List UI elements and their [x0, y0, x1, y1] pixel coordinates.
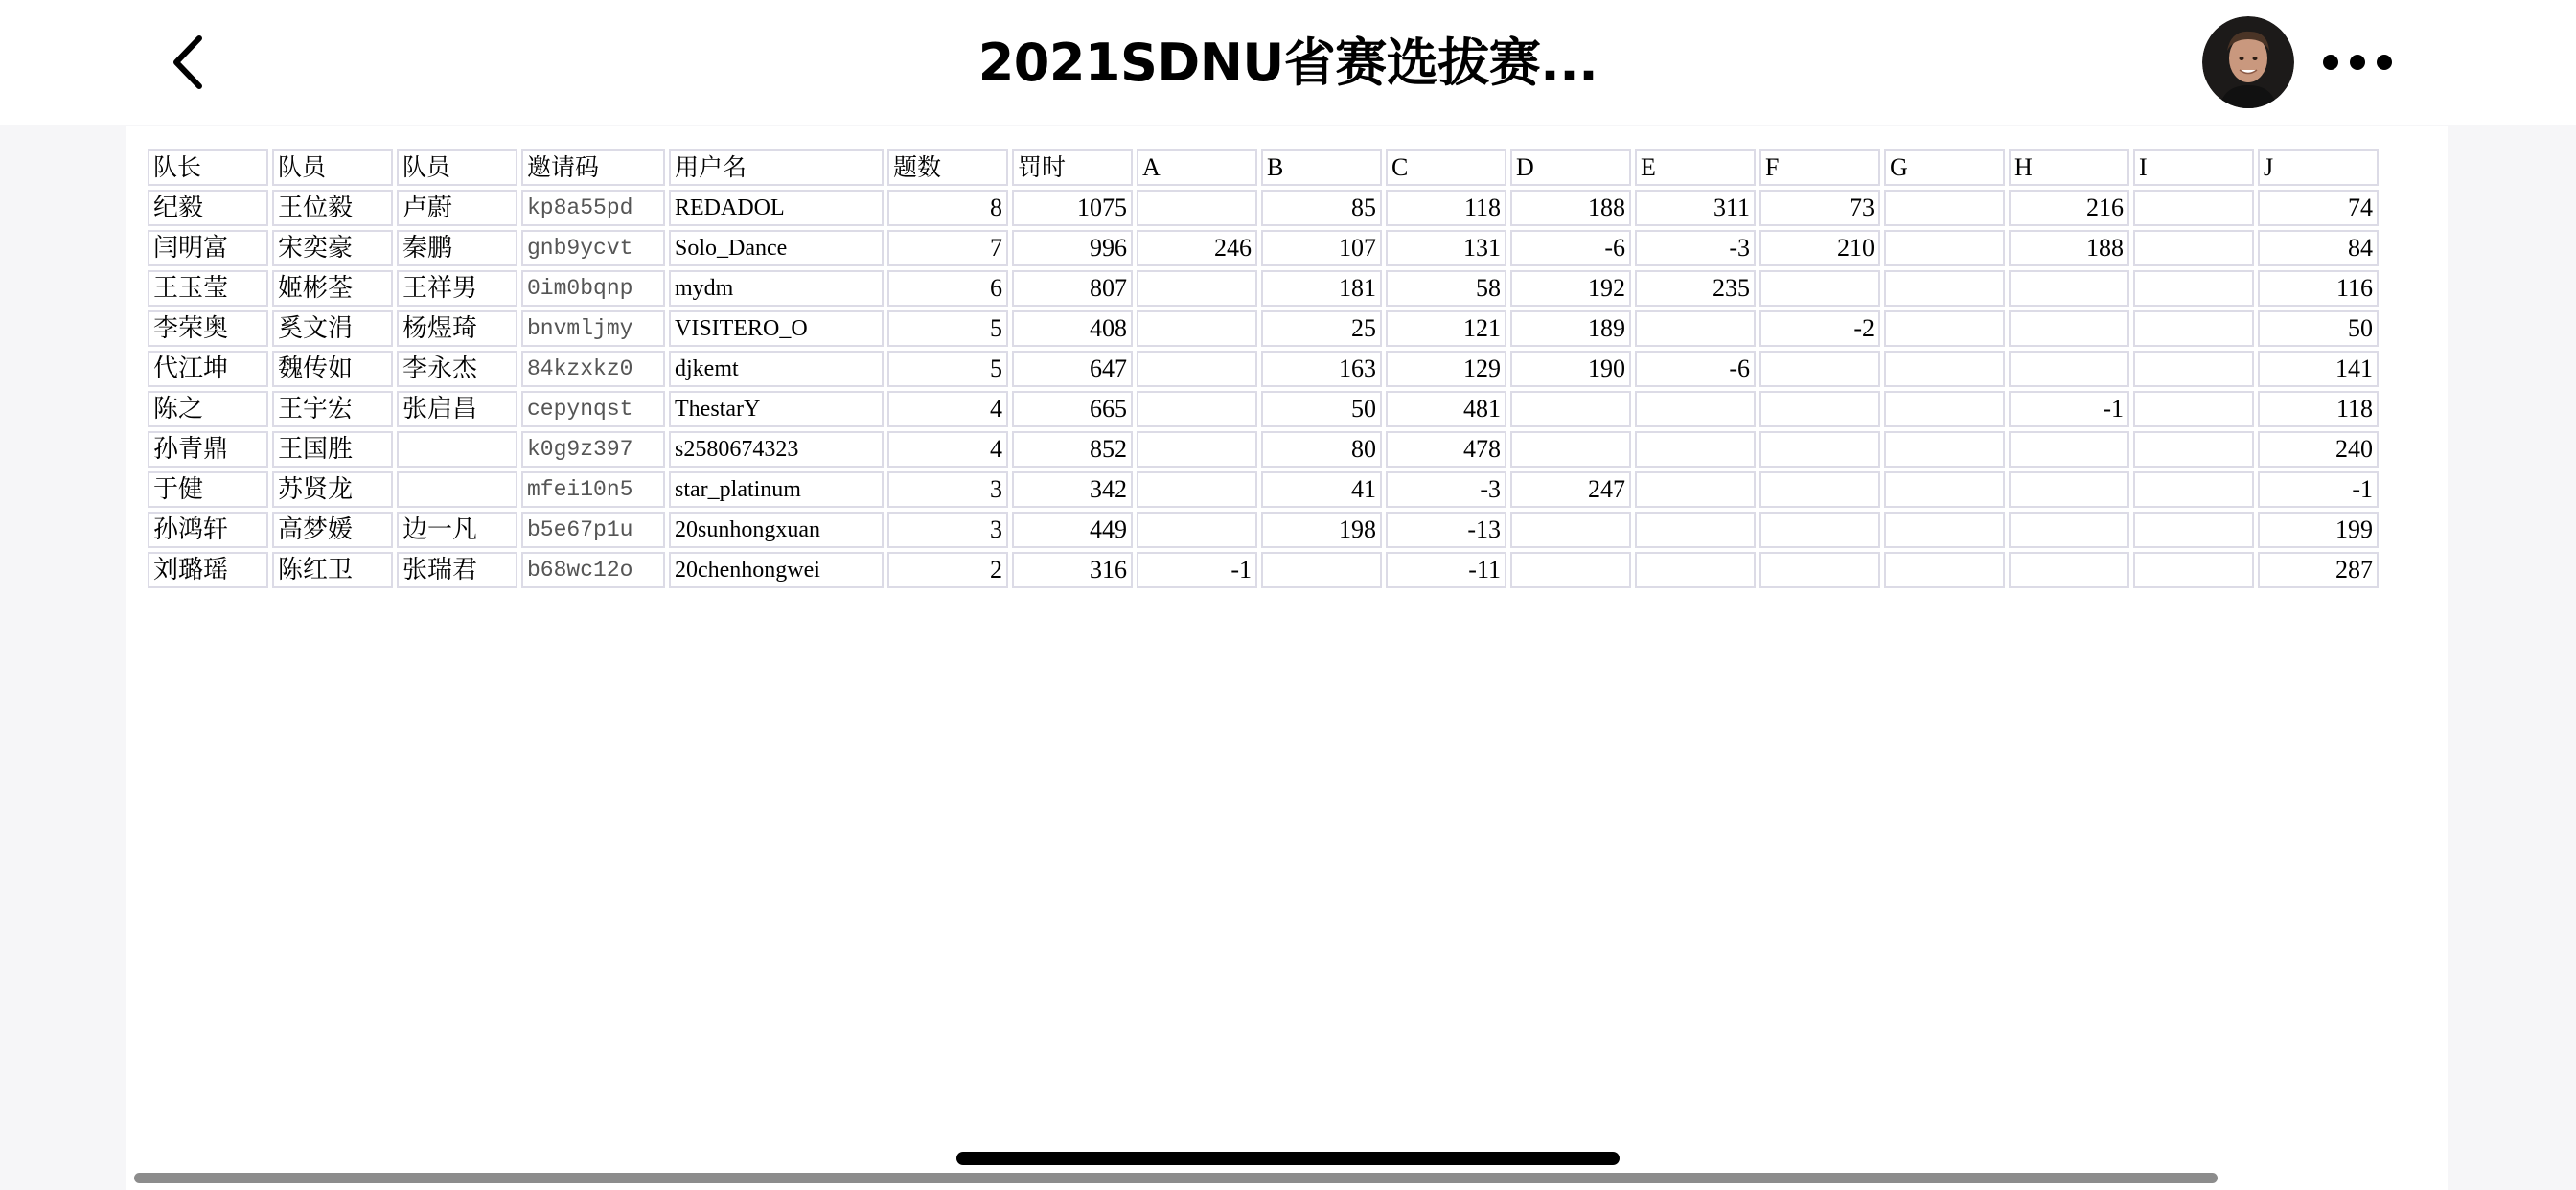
table-cell[interactable]: 王国胜: [272, 431, 393, 468]
table-cell[interactable]: [2009, 431, 2129, 468]
table-cell[interactable]: 316: [1012, 552, 1133, 588]
table-cell[interactable]: 20sunhongxuan: [669, 512, 884, 548]
table-cell[interactable]: 于健: [148, 471, 268, 508]
table-cell[interactable]: 闫明富: [148, 230, 268, 266]
user-avatar[interactable]: [2202, 16, 2294, 108]
table-cell[interactable]: [2133, 230, 2254, 266]
table-cell[interactable]: 141: [2258, 351, 2379, 387]
table-cell[interactable]: mydm: [669, 270, 884, 307]
column-header: 用户名: [669, 149, 884, 186]
table-cell[interactable]: 190: [1510, 351, 1631, 387]
table-cell[interactable]: 20chenhongwei: [669, 552, 884, 588]
table-cell[interactable]: 311: [1635, 190, 1756, 226]
table-cell[interactable]: 188: [2009, 230, 2129, 266]
table-cell[interactable]: 魏传如: [272, 351, 393, 387]
table-cell[interactable]: -3: [1635, 230, 1756, 266]
table-cell[interactable]: 4: [887, 391, 1008, 427]
table-cell[interactable]: 纪毅: [148, 190, 268, 226]
table-cell[interactable]: 58: [1386, 270, 1506, 307]
table-cell[interactable]: [2133, 190, 2254, 226]
table-cell[interactable]: 高梦媛: [272, 512, 393, 548]
home-indicator: [956, 1152, 1620, 1165]
table-cell[interactable]: 3: [887, 512, 1008, 548]
table-cell[interactable]: [2009, 471, 2129, 508]
column-header: J: [2258, 149, 2379, 186]
table-cell[interactable]: [2133, 552, 2254, 588]
table-cell[interactable]: 996: [1012, 230, 1133, 266]
table-cell[interactable]: [1510, 431, 1631, 468]
table-body: [148, 190, 2379, 588]
table-row: [148, 512, 2379, 548]
column-header: E: [1635, 149, 1756, 186]
table-cell[interactable]: 198: [1261, 512, 1382, 548]
column-header: 队员: [272, 149, 393, 186]
table-cell[interactable]: [2133, 310, 2254, 347]
table-cell[interactable]: 118: [1386, 190, 1506, 226]
table-cell[interactable]: 王玉莹: [148, 270, 268, 307]
table-cell[interactable]: 73: [1760, 190, 1880, 226]
table-cell[interactable]: 216: [2009, 190, 2129, 226]
column-header: A: [1137, 149, 1257, 186]
table-cell[interactable]: [1635, 471, 1756, 508]
table-cell[interactable]: cepynqst: [521, 391, 665, 427]
column-header: 队员: [397, 149, 518, 186]
table-cell[interactable]: 287: [2258, 552, 2379, 588]
table-cell[interactable]: REDADOL: [669, 190, 884, 226]
table-cell[interactable]: 边一凡: [397, 512, 518, 548]
table-cell[interactable]: -11: [1386, 552, 1506, 588]
table-cell[interactable]: [2009, 552, 2129, 588]
table-cell[interactable]: [1635, 512, 1756, 548]
horizontal-scrollbar[interactable]: [134, 1173, 2218, 1183]
table-cell[interactable]: [1760, 431, 1880, 468]
table-cell[interactable]: 刘璐瑶: [148, 552, 268, 588]
table-cell[interactable]: 5: [887, 310, 1008, 347]
table-cell[interactable]: 247: [1510, 471, 1631, 508]
table-cell[interactable]: 李荣奥: [148, 310, 268, 347]
column-header: G: [1884, 149, 2005, 186]
column-header: F: [1760, 149, 1880, 186]
table-cell[interactable]: 王宇宏: [272, 391, 393, 427]
table-cell[interactable]: [1884, 512, 2005, 548]
table-cell[interactable]: [1510, 512, 1631, 548]
table-cell[interactable]: Solo_Dance: [669, 230, 884, 266]
table-cell[interactable]: 5: [887, 351, 1008, 387]
table-cell[interactable]: 张启昌: [397, 391, 518, 427]
table-cell[interactable]: [1884, 310, 2005, 347]
table-cell[interactable]: 代江坤: [148, 351, 268, 387]
table-cell[interactable]: 85: [1261, 190, 1382, 226]
table-cell[interactable]: -6: [1510, 230, 1631, 266]
table-cell[interactable]: [1510, 391, 1631, 427]
chevron-left-icon: [163, 29, 220, 96]
table-cell[interactable]: [1137, 512, 1257, 548]
table-cell[interactable]: [1635, 431, 1756, 468]
table-row: [148, 391, 2379, 427]
table-cell[interactable]: 50: [1261, 391, 1382, 427]
table-cell[interactable]: [1137, 391, 1257, 427]
table-cell[interactable]: -1: [2258, 471, 2379, 508]
table-cell[interactable]: 6: [887, 270, 1008, 307]
table-cell[interactable]: 235: [1635, 270, 1756, 307]
table-cell[interactable]: [1635, 552, 1756, 588]
table-cell[interactable]: 王祥男: [397, 270, 518, 307]
table-cell[interactable]: [2133, 391, 2254, 427]
table-cell[interactable]: -6: [1635, 351, 1756, 387]
table-cell[interactable]: [1884, 391, 2005, 427]
table-cell[interactable]: [1760, 351, 1880, 387]
spreadsheet-viewer[interactable]: [126, 126, 2448, 1190]
table-cell[interactable]: 199: [2258, 512, 2379, 548]
table-cell[interactable]: [1884, 552, 2005, 588]
table-cell[interactable]: 665: [1012, 391, 1133, 427]
more-options-button[interactable]: [2319, 38, 2396, 86]
back-button[interactable]: [163, 29, 220, 96]
table-cell[interactable]: [1137, 190, 1257, 226]
table-cell[interactable]: 姬彬荃: [272, 270, 393, 307]
table-cell[interactable]: [1510, 552, 1631, 588]
table-row: [148, 270, 2379, 307]
table-cell[interactable]: [1884, 190, 2005, 226]
table-cell[interactable]: [1760, 270, 1880, 307]
table-cell[interactable]: [397, 471, 518, 508]
table-cell[interactable]: [1137, 431, 1257, 468]
table-cell[interactable]: 孙青鼎: [148, 431, 268, 468]
table-cell[interactable]: [2133, 431, 2254, 468]
table-cell[interactable]: [1137, 270, 1257, 307]
table-cell[interactable]: 74: [2258, 190, 2379, 226]
table-cell[interactable]: 129: [1386, 351, 1506, 387]
table-cell[interactable]: bnvmljmy: [521, 310, 665, 347]
table-cell[interactable]: 0im0bqnp: [521, 270, 665, 307]
table-cell[interactable]: 苏贤龙: [272, 471, 393, 508]
table-cell[interactable]: [1635, 391, 1756, 427]
table-cell[interactable]: 2: [887, 552, 1008, 588]
column-header: D: [1510, 149, 1631, 186]
column-header: B: [1261, 149, 1382, 186]
table-cell[interactable]: [1635, 310, 1756, 347]
table-cell[interactable]: 84kzxkz0: [521, 351, 665, 387]
table-cell[interactable]: 449: [1012, 512, 1133, 548]
table-cell[interactable]: [1760, 552, 1880, 588]
table-cell[interactable]: -1: [1137, 552, 1257, 588]
table-cell[interactable]: [1884, 270, 2005, 307]
table-cell[interactable]: 181: [1261, 270, 1382, 307]
table-cell[interactable]: 188: [1510, 190, 1631, 226]
table-cell[interactable]: [1261, 552, 1382, 588]
standings-table: [144, 146, 2382, 592]
table-cell[interactable]: star_platinum: [669, 471, 884, 508]
table-cell[interactable]: 246: [1137, 230, 1257, 266]
table-cell[interactable]: 4: [887, 431, 1008, 468]
table-cell[interactable]: [1884, 471, 2005, 508]
table-cell[interactable]: [1137, 471, 1257, 508]
table-cell[interactable]: 481: [1386, 391, 1506, 427]
table-cell[interactable]: 210: [1760, 230, 1880, 266]
table-cell[interactable]: ThestarY: [669, 391, 884, 427]
table-cell[interactable]: 192: [1510, 270, 1631, 307]
table-cell[interactable]: [1137, 351, 1257, 387]
table-row: [148, 471, 2379, 508]
column-header: C: [1386, 149, 1506, 186]
ellipsis-icon: [2319, 38, 2396, 86]
table-cell[interactable]: 1075: [1012, 190, 1133, 226]
table-cell[interactable]: 41: [1261, 471, 1382, 508]
table-cell[interactable]: [2133, 471, 2254, 508]
table-cell[interactable]: kp8a55pd: [521, 190, 665, 226]
table-cell[interactable]: 王位毅: [272, 190, 393, 226]
table-cell[interactable]: 163: [1261, 351, 1382, 387]
table-cell[interactable]: 孙鸿轩: [148, 512, 268, 548]
table-cell[interactable]: 杨煜琦: [397, 310, 518, 347]
table-cell[interactable]: 189: [1510, 310, 1631, 347]
table-cell[interactable]: VISITERO_O: [669, 310, 884, 347]
table-cell[interactable]: 131: [1386, 230, 1506, 266]
page-title: 2021SDNU省赛选拔赛...: [978, 33, 1598, 93]
table-cell[interactable]: -1: [2009, 391, 2129, 427]
table-cell[interactable]: [2133, 270, 2254, 307]
table-cell[interactable]: s2580674323: [669, 431, 884, 468]
table-cell[interactable]: 80: [1261, 431, 1382, 468]
table-cell[interactable]: [2009, 512, 2129, 548]
table-header-row: [148, 149, 2379, 186]
table-cell[interactable]: -2: [1760, 310, 1880, 347]
table-cell[interactable]: [397, 431, 518, 468]
table-row: [148, 310, 2379, 347]
table-cell[interactable]: [1760, 391, 1880, 427]
table-cell[interactable]: djkemt: [669, 351, 884, 387]
table-cell[interactable]: [1137, 310, 1257, 347]
table-row: [148, 552, 2379, 588]
table-cell[interactable]: 奚文涓: [272, 310, 393, 347]
table-cell[interactable]: [2133, 351, 2254, 387]
table-cell[interactable]: [2009, 270, 2129, 307]
table-cell[interactable]: 852: [1012, 431, 1133, 468]
table-cell[interactable]: 116: [2258, 270, 2379, 307]
table-cell[interactable]: [2009, 351, 2129, 387]
table-cell[interactable]: 宋奕豪: [272, 230, 393, 266]
table-cell[interactable]: -13: [1386, 512, 1506, 548]
table-cell[interactable]: b5e67p1u: [521, 512, 665, 548]
table-cell[interactable]: 478: [1386, 431, 1506, 468]
table-cell[interactable]: 342: [1012, 471, 1133, 508]
table-cell[interactable]: [1760, 471, 1880, 508]
table-cell[interactable]: 50: [2258, 310, 2379, 347]
table-cell[interactable]: 8: [887, 190, 1008, 226]
table-cell[interactable]: 秦鹏: [397, 230, 518, 266]
column-header: 罚时: [1012, 149, 1133, 186]
column-header: I: [2133, 149, 2254, 186]
avatar-icon: [2202, 16, 2294, 108]
table-cell[interactable]: 25: [1261, 310, 1382, 347]
column-header: 题数: [887, 149, 1008, 186]
column-header: 邀请码: [521, 149, 665, 186]
table-cell[interactable]: 李永杰: [397, 351, 518, 387]
table-cell[interactable]: 卢蔚: [397, 190, 518, 226]
column-header: H: [2009, 149, 2129, 186]
table-cell[interactable]: 408: [1012, 310, 1133, 347]
table-cell[interactable]: 7: [887, 230, 1008, 266]
table-row: [148, 190, 2379, 226]
column-header: 队长: [148, 149, 268, 186]
table-cell[interactable]: 陈之: [148, 391, 268, 427]
table-cell[interactable]: 陈红卫: [272, 552, 393, 588]
table-cell[interactable]: -3: [1386, 471, 1506, 508]
table-row: [148, 431, 2379, 468]
table-cell[interactable]: [1884, 351, 2005, 387]
table-cell[interactable]: 121: [1386, 310, 1506, 347]
table-cell[interactable]: 84: [2258, 230, 2379, 266]
table-row: [148, 351, 2379, 387]
table-cell[interactable]: 3: [887, 471, 1008, 508]
table-cell[interactable]: b68wc12o: [521, 552, 665, 588]
table-row: [148, 230, 2379, 266]
table-cell[interactable]: [1884, 230, 2005, 266]
table-cell[interactable]: [1760, 512, 1880, 548]
table-cell[interactable]: 118: [2258, 391, 2379, 427]
table-cell[interactable]: k0g9z397: [521, 431, 665, 468]
table-cell[interactable]: 张瑞君: [397, 552, 518, 588]
table-cell[interactable]: mfei10n5: [521, 471, 665, 508]
table-cell[interactable]: 107: [1261, 230, 1382, 266]
top-navigation-bar: [0, 0, 2576, 125]
table-cell[interactable]: gnb9ycvt: [521, 230, 665, 266]
table-cell[interactable]: [1884, 431, 2005, 468]
table-cell[interactable]: 240: [2258, 431, 2379, 468]
table-cell[interactable]: [2133, 512, 2254, 548]
table-cell[interactable]: [2009, 310, 2129, 347]
table-cell[interactable]: 807: [1012, 270, 1133, 307]
table-cell[interactable]: 647: [1012, 351, 1133, 387]
